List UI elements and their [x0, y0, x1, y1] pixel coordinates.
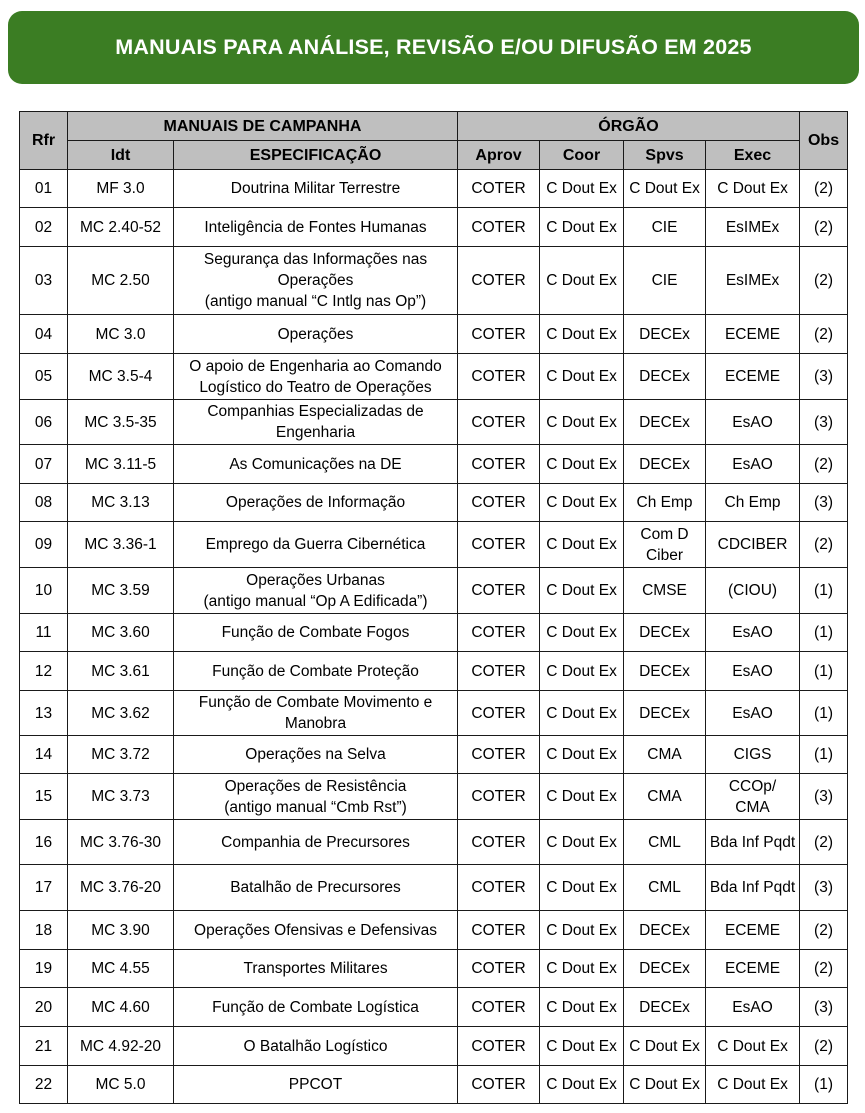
cell-idt: MC 3.73: [68, 774, 174, 820]
cell-obs: (3): [800, 988, 848, 1027]
cell-especificacao: Segurança das Informações nas Operações (antigo manual “C Intlg nas Op”): [174, 247, 458, 315]
cell-aprov: COTER: [458, 568, 540, 614]
cell-obs: (2): [800, 820, 848, 865]
col-header-aprov: Aprov: [458, 141, 540, 170]
cell-aprov: COTER: [458, 354, 540, 400]
cell-spvs: DECEx: [624, 988, 706, 1027]
cell-idt: MC 4.92-20: [68, 1027, 174, 1066]
table-row: [20, 315, 848, 354]
cell-exec: C Dout Ex: [706, 170, 800, 208]
cell-rfr: 02: [20, 208, 68, 247]
cell-especificacao: Operações Urbanas (antigo manual “Op A Edificada”): [174, 568, 458, 614]
cell-spvs: C Dout Ex: [624, 1027, 706, 1066]
cell-rfr: 17: [20, 865, 68, 911]
table-row: [20, 354, 848, 400]
cell-idt: MC 2.50: [68, 247, 174, 315]
cell-aprov: COTER: [458, 484, 540, 522]
cell-spvs: Com D Ciber: [624, 522, 706, 568]
cell-coor: C Dout Ex: [540, 988, 624, 1027]
table-row: [20, 865, 848, 911]
col-header-obs: Obs: [800, 112, 848, 170]
cell-obs: (3): [800, 400, 848, 445]
cell-obs: (1): [800, 652, 848, 691]
cell-spvs: CIE: [624, 208, 706, 247]
cell-aprov: COTER: [458, 691, 540, 736]
page-title: MANUAIS PARA ANÁLISE, REVISÃO E/OU DIFUSÃO EM 2025: [115, 35, 752, 59]
cell-idt: MF 3.0: [68, 170, 174, 208]
cell-exec: CCOp/ CMA: [706, 774, 800, 820]
cell-aprov: COTER: [458, 522, 540, 568]
cell-aprov: COTER: [458, 170, 540, 208]
cell-obs: (3): [800, 865, 848, 911]
cell-idt: MC 5.0: [68, 1066, 174, 1104]
cell-aprov: COTER: [458, 652, 540, 691]
cell-spvs: DECEx: [624, 911, 706, 950]
cell-aprov: COTER: [458, 820, 540, 865]
table-row: [20, 988, 848, 1027]
cell-exec: EsIMEx: [706, 208, 800, 247]
table-row: [20, 736, 848, 774]
cell-especificacao: Inteligência de Fontes Humanas: [174, 208, 458, 247]
cell-aprov: COTER: [458, 400, 540, 445]
cell-especificacao: Operações: [174, 315, 458, 354]
table-row: [20, 614, 848, 652]
table-row: [20, 208, 848, 247]
cell-obs: (2): [800, 445, 848, 484]
cell-exec: EsAO: [706, 400, 800, 445]
cell-exec: CDCIBER: [706, 522, 800, 568]
cell-exec: EsAO: [706, 652, 800, 691]
cell-aprov: COTER: [458, 1066, 540, 1104]
table-row: [20, 400, 848, 445]
cell-rfr: 05: [20, 354, 68, 400]
title-banner: [8, 11, 859, 84]
cell-idt: MC 3.60: [68, 614, 174, 652]
cell-aprov: COTER: [458, 445, 540, 484]
cell-exec: EsAO: [706, 614, 800, 652]
cell-exec: ECEME: [706, 354, 800, 400]
table-row: [20, 820, 848, 865]
cell-idt: MC 2.40-52: [68, 208, 174, 247]
cell-aprov: COTER: [458, 865, 540, 911]
table-row: [20, 247, 848, 315]
table-row: [20, 1027, 848, 1066]
cell-obs: (2): [800, 911, 848, 950]
cell-exec: EsAO: [706, 445, 800, 484]
cell-idt: MC 3.5-35: [68, 400, 174, 445]
table-row: [20, 774, 848, 820]
cell-coor: C Dout Ex: [540, 522, 624, 568]
cell-rfr: 18: [20, 911, 68, 950]
cell-rfr: 12: [20, 652, 68, 691]
cell-spvs: DECEx: [624, 445, 706, 484]
group-header-orgao: ÓRGÃO: [458, 112, 800, 141]
col-header-idt: Idt: [68, 141, 174, 170]
cell-exec: Bda Inf Pqdt: [706, 820, 800, 865]
cell-spvs: CML: [624, 820, 706, 865]
cell-exec: Bda Inf Pqdt: [706, 865, 800, 911]
table-row: [20, 950, 848, 988]
cell-spvs: CIE: [624, 247, 706, 315]
cell-rfr: 14: [20, 736, 68, 774]
cell-spvs: DECEx: [624, 950, 706, 988]
col-header-exec: Exec: [706, 141, 800, 170]
cell-obs: (3): [800, 774, 848, 820]
cell-rfr: 01: [20, 170, 68, 208]
header-row-groups: [20, 112, 848, 141]
cell-rfr: 06: [20, 400, 68, 445]
cell-coor: C Dout Ex: [540, 400, 624, 445]
table-row: [20, 568, 848, 614]
cell-spvs: CMA: [624, 774, 706, 820]
cell-especificacao: O Batalhão Logístico: [174, 1027, 458, 1066]
cell-especificacao: Operações de Resistência (antigo manual “Cmb Rst”): [174, 774, 458, 820]
col-header-especificacao: ESPECIFICAÇÃO: [174, 141, 458, 170]
cell-idt: MC 3.36-1: [68, 522, 174, 568]
cell-obs: (1): [800, 691, 848, 736]
cell-idt: MC 3.11-5: [68, 445, 174, 484]
cell-idt: MC 3.5-4: [68, 354, 174, 400]
group-header-manuais: MANUAIS DE CAMPANHA: [68, 112, 458, 141]
cell-spvs: DECEx: [624, 614, 706, 652]
cell-idt: MC 3.76-30: [68, 820, 174, 865]
cell-rfr: 19: [20, 950, 68, 988]
cell-idt: MC 3.76-20: [68, 865, 174, 911]
cell-coor: C Dout Ex: [540, 1066, 624, 1104]
cell-obs: (2): [800, 247, 848, 315]
cell-especificacao: Função de Combate Logística: [174, 988, 458, 1027]
cell-coor: C Dout Ex: [540, 354, 624, 400]
cell-obs: (1): [800, 614, 848, 652]
cell-spvs: CMA: [624, 736, 706, 774]
col-header-spvs: Spvs: [624, 141, 706, 170]
cell-exec: C Dout Ex: [706, 1066, 800, 1104]
cell-coor: C Dout Ex: [540, 865, 624, 911]
cell-idt: MC 3.61: [68, 652, 174, 691]
cell-aprov: COTER: [458, 1027, 540, 1066]
cell-coor: C Dout Ex: [540, 315, 624, 354]
cell-rfr: 07: [20, 445, 68, 484]
cell-coor: C Dout Ex: [540, 911, 624, 950]
cell-aprov: COTER: [458, 614, 540, 652]
cell-coor: C Dout Ex: [540, 247, 624, 315]
cell-exec: ECEME: [706, 315, 800, 354]
table-body: [20, 170, 848, 1104]
cell-exec: C Dout Ex: [706, 1027, 800, 1066]
table-row: [20, 484, 848, 522]
cell-idt: MC 3.0: [68, 315, 174, 354]
cell-coor: C Dout Ex: [540, 568, 624, 614]
cell-exec: ECEME: [706, 950, 800, 988]
cell-obs: (1): [800, 568, 848, 614]
cell-especificacao: Operações de Informação: [174, 484, 458, 522]
cell-exec: ECEME: [706, 911, 800, 950]
cell-especificacao: Companhias Especializadas de Engenharia: [174, 400, 458, 445]
cell-rfr: 21: [20, 1027, 68, 1066]
cell-especificacao: Companhia de Precursores: [174, 820, 458, 865]
cell-coor: C Dout Ex: [540, 1027, 624, 1066]
cell-obs: (1): [800, 736, 848, 774]
cell-aprov: COTER: [458, 950, 540, 988]
cell-idt: MC 3.13: [68, 484, 174, 522]
cell-coor: C Dout Ex: [540, 691, 624, 736]
table-row: [20, 170, 848, 208]
cell-exec: EsAO: [706, 988, 800, 1027]
cell-obs: (3): [800, 484, 848, 522]
cell-especificacao: Função de Combate Fogos: [174, 614, 458, 652]
cell-spvs: DECEx: [624, 354, 706, 400]
cell-spvs: C Dout Ex: [624, 170, 706, 208]
cell-idt: MC 3.59: [68, 568, 174, 614]
cell-rfr: 09: [20, 522, 68, 568]
cell-spvs: DECEx: [624, 400, 706, 445]
cell-exec: EsIMEx: [706, 247, 800, 315]
cell-exec: Ch Emp: [706, 484, 800, 522]
cell-especificacao: Função de Combate Movimento e Manobra: [174, 691, 458, 736]
cell-aprov: COTER: [458, 315, 540, 354]
cell-coor: C Dout Ex: [540, 614, 624, 652]
cell-obs: (2): [800, 170, 848, 208]
cell-especificacao: As Comunicações na DE: [174, 445, 458, 484]
col-header-rfr: Rfr: [20, 112, 68, 170]
cell-especificacao: Operações na Selva: [174, 736, 458, 774]
cell-rfr: 13: [20, 691, 68, 736]
cell-rfr: 10: [20, 568, 68, 614]
cell-especificacao: Função de Combate Proteção: [174, 652, 458, 691]
cell-rfr: 20: [20, 988, 68, 1027]
cell-rfr: 11: [20, 614, 68, 652]
cell-obs: (2): [800, 1027, 848, 1066]
table-header: [20, 112, 848, 170]
cell-rfr: 04: [20, 315, 68, 354]
cell-exec: CIGS: [706, 736, 800, 774]
cell-spvs: CMSE: [624, 568, 706, 614]
cell-spvs: DECEx: [624, 315, 706, 354]
cell-idt: MC 4.55: [68, 950, 174, 988]
cell-obs: (2): [800, 522, 848, 568]
cell-rfr: 08: [20, 484, 68, 522]
table-row: [20, 522, 848, 568]
table-row: [20, 652, 848, 691]
cell-coor: C Dout Ex: [540, 484, 624, 522]
cell-coor: C Dout Ex: [540, 445, 624, 484]
table-row: [20, 445, 848, 484]
cell-rfr: 03: [20, 247, 68, 315]
cell-aprov: COTER: [458, 911, 540, 950]
table-row: [20, 691, 848, 736]
cell-especificacao: Doutrina Militar Terrestre: [174, 170, 458, 208]
cell-aprov: COTER: [458, 736, 540, 774]
table-row: [20, 911, 848, 950]
header-row-columns: [20, 141, 848, 170]
table-row: [20, 1066, 848, 1104]
cell-spvs: DECEx: [624, 691, 706, 736]
cell-especificacao: O apoio de Engenharia ao Comando Logístico do Teatro de Operações: [174, 354, 458, 400]
cell-obs: (1): [800, 1066, 848, 1104]
cell-rfr: 22: [20, 1066, 68, 1104]
cell-idt: MC 4.60: [68, 988, 174, 1027]
cell-spvs: DECEx: [624, 652, 706, 691]
cell-coor: C Dout Ex: [540, 774, 624, 820]
cell-spvs: CML: [624, 865, 706, 911]
cell-exec: EsAO: [706, 691, 800, 736]
cell-obs: (2): [800, 208, 848, 247]
cell-idt: MC 3.62: [68, 691, 174, 736]
cell-obs: (2): [800, 950, 848, 988]
cell-spvs: C Dout Ex: [624, 1066, 706, 1104]
cell-aprov: COTER: [458, 774, 540, 820]
col-header-coor: Coor: [540, 141, 624, 170]
cell-exec: (CIOU): [706, 568, 800, 614]
cell-especificacao: Batalhão de Precursores: [174, 865, 458, 911]
cell-coor: C Dout Ex: [540, 208, 624, 247]
cell-aprov: COTER: [458, 208, 540, 247]
cell-spvs: Ch Emp: [624, 484, 706, 522]
cell-rfr: 15: [20, 774, 68, 820]
cell-aprov: COTER: [458, 247, 540, 315]
cell-especificacao: Emprego da Guerra Cibernética: [174, 522, 458, 568]
cell-coor: C Dout Ex: [540, 950, 624, 988]
cell-especificacao: Operações Ofensivas e Defensivas: [174, 911, 458, 950]
cell-obs: (2): [800, 315, 848, 354]
cell-idt: MC 3.72: [68, 736, 174, 774]
cell-coor: C Dout Ex: [540, 820, 624, 865]
cell-obs: (3): [800, 354, 848, 400]
cell-idt: MC 3.90: [68, 911, 174, 950]
cell-especificacao: PPCOT: [174, 1066, 458, 1104]
cell-rfr: 16: [20, 820, 68, 865]
cell-coor: C Dout Ex: [540, 652, 624, 691]
cell-aprov: COTER: [458, 988, 540, 1027]
manuals-table: [19, 111, 848, 1104]
cell-coor: C Dout Ex: [540, 170, 624, 208]
cell-especificacao: Transportes Militares: [174, 950, 458, 988]
cell-coor: C Dout Ex: [540, 736, 624, 774]
